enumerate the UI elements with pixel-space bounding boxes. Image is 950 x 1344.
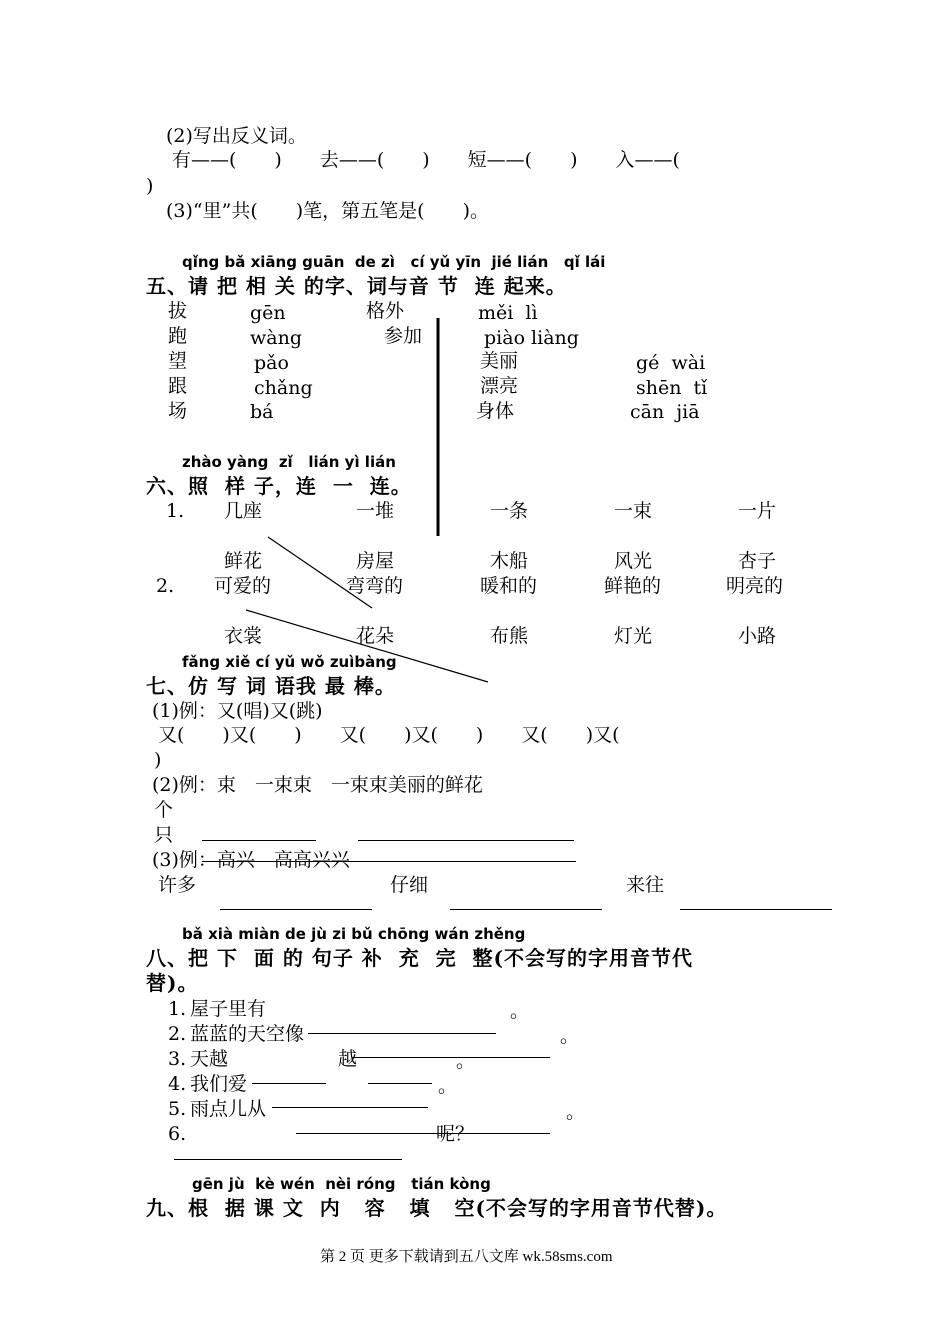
word-item: 参加: [384, 325, 423, 347]
noun-item: 灯光: [614, 625, 653, 647]
match-line: [268, 537, 372, 608]
char-pinyin: gēn: [250, 302, 286, 324]
sentence-end: 。: [438, 1075, 458, 1097]
section5-pinyin: qǐng bǎ xiāng guān de zì cí yǔ yīn jié lián qǐ lái: [182, 253, 606, 271]
adjective-item: 明亮的: [726, 575, 784, 597]
section9-heading: 九、根 据 课 文 内 容 填 空(不会写的字用音节代替)。: [146, 1196, 728, 1220]
match-line: [246, 610, 488, 682]
char-item: 拔: [168, 300, 188, 322]
sentence-start: 屋子里有: [190, 998, 267, 1020]
example-2-char: 只: [154, 824, 174, 846]
noun-item: 布熊: [490, 625, 529, 647]
char-item: 跟: [168, 375, 188, 397]
section7-heading: 七、仿 写 词 语我 最 棒。: [146, 674, 396, 698]
example-3: (3)例：高兴 高高兴兴: [152, 849, 350, 871]
measure-word: 几座: [224, 500, 263, 522]
example-3-word: 仔细: [390, 874, 429, 896]
section7-pinyin: fǎng xiě cí yǔ wǒ zuìbàng: [182, 653, 397, 671]
sentence-start: 我们爱: [190, 1073, 248, 1095]
sentence-end: 。: [510, 1000, 530, 1022]
sentence-middle: 越: [338, 1048, 358, 1070]
sentence-number: 1.: [168, 998, 187, 1020]
sentence-start: 雨点儿从: [190, 1098, 267, 1120]
section6-pinyin: zhào yàng zǐ lián yì lián: [182, 453, 396, 471]
example-2-char: 个: [154, 799, 174, 821]
sentence-number: 2.: [168, 1023, 187, 1045]
noun-item: 房屋: [356, 550, 395, 572]
word-item: 漂亮: [480, 375, 519, 397]
adjective-item: 鲜艳的: [604, 575, 662, 597]
sentence-number: 6.: [168, 1123, 187, 1145]
stroke-question: (3)“里”共( )笔，第五笔是( )。: [166, 200, 489, 222]
section5-heading: 五、请 把 相 关 的字、词与音 节 连 起来。: [146, 274, 567, 298]
char-item: 场: [168, 400, 188, 422]
sentence-number: 3.: [168, 1048, 187, 1070]
page-footer: 第 2 页 更多下载请到五八文库 wk.58sms.com: [320, 1249, 613, 1265]
sentence-start: 天越: [190, 1048, 229, 1070]
measure-word: 一堆: [356, 500, 395, 522]
word-pinyin: měi lì: [478, 302, 538, 324]
noun-item: 杏子: [738, 550, 777, 572]
char-pinyin: bá: [250, 401, 274, 423]
example-1-blanks: 又( )又( ) 又( )又( ) 又( )又(: [158, 724, 620, 746]
adjective-item: 可爱的: [214, 575, 272, 597]
char-pinyin: wàng: [250, 327, 302, 349]
measure-word: 一条: [490, 500, 529, 522]
sentence-number: 5.: [168, 1098, 187, 1120]
example-3-word: 许多: [158, 874, 197, 896]
char-pinyin: pǎo: [254, 352, 289, 374]
sentence-end: 。: [560, 1025, 580, 1047]
section6-heading: 六、照 样 子，连 一 连。: [146, 474, 412, 498]
example-1-wrap: ): [154, 749, 162, 771]
word-pinyin: gé wài: [636, 352, 706, 374]
word-pinyin: cān jiā: [630, 401, 700, 423]
sentence-start: 蓝蓝的天空像: [190, 1023, 305, 1045]
section8-heading: 八、把 下 面 的 句子 补 充 完 整(不会写的字用音节代: [146, 946, 694, 970]
noun-item: 小路: [738, 625, 777, 647]
sentence-number: 4.: [168, 1073, 187, 1095]
noun-item: 风光: [614, 550, 653, 572]
sentence-end: 呢？: [436, 1123, 475, 1145]
char-pinyin: chǎng: [254, 377, 313, 399]
antonym-blanks-wrap: ): [146, 175, 154, 197]
row2-label: 2.: [156, 575, 175, 597]
section8-pinyin: bǎ xià miàn de jù zi bǔ chōng wán zhěng: [182, 925, 526, 943]
adjective-item: 暖和的: [480, 575, 538, 597]
noun-item: 木船: [490, 550, 529, 572]
noun-item: 花朵: [356, 625, 395, 647]
antonym-question-title: (2)写出反义词。: [166, 125, 307, 147]
example-1: (1)例：又(唱)又(跳): [152, 700, 323, 722]
section8-heading-wrap: 替)。: [146, 971, 199, 995]
word-item: 身体: [476, 400, 515, 422]
sentence-end: 。: [566, 1101, 586, 1123]
word-item: 格外: [366, 300, 405, 322]
word-item: 美丽: [480, 350, 519, 372]
word-pinyin: piào liàng: [484, 327, 579, 349]
measure-word: 一束: [614, 500, 653, 522]
antonym-blanks: 有——( ) 去——( ) 短——( ) 入——(: [172, 149, 680, 171]
measure-word: 一片: [738, 500, 777, 522]
adjective-item: 弯弯的: [346, 575, 404, 597]
example-3-word: 来往: [626, 874, 665, 896]
noun-item: 衣裳: [224, 625, 263, 647]
noun-item: 鲜花: [224, 550, 263, 572]
char-item: 跑: [168, 325, 188, 347]
sentence-end: 。: [456, 1050, 476, 1072]
word-pinyin: shēn tǐ: [636, 377, 708, 399]
example-2: (2)例：束 一束束 一束束美丽的鲜花: [152, 774, 483, 796]
section9-pinyin: gēn jù kè wén nèi róng tián kòng: [192, 1175, 491, 1193]
char-item: 望: [168, 350, 188, 372]
row1-label: 1.: [166, 500, 185, 522]
